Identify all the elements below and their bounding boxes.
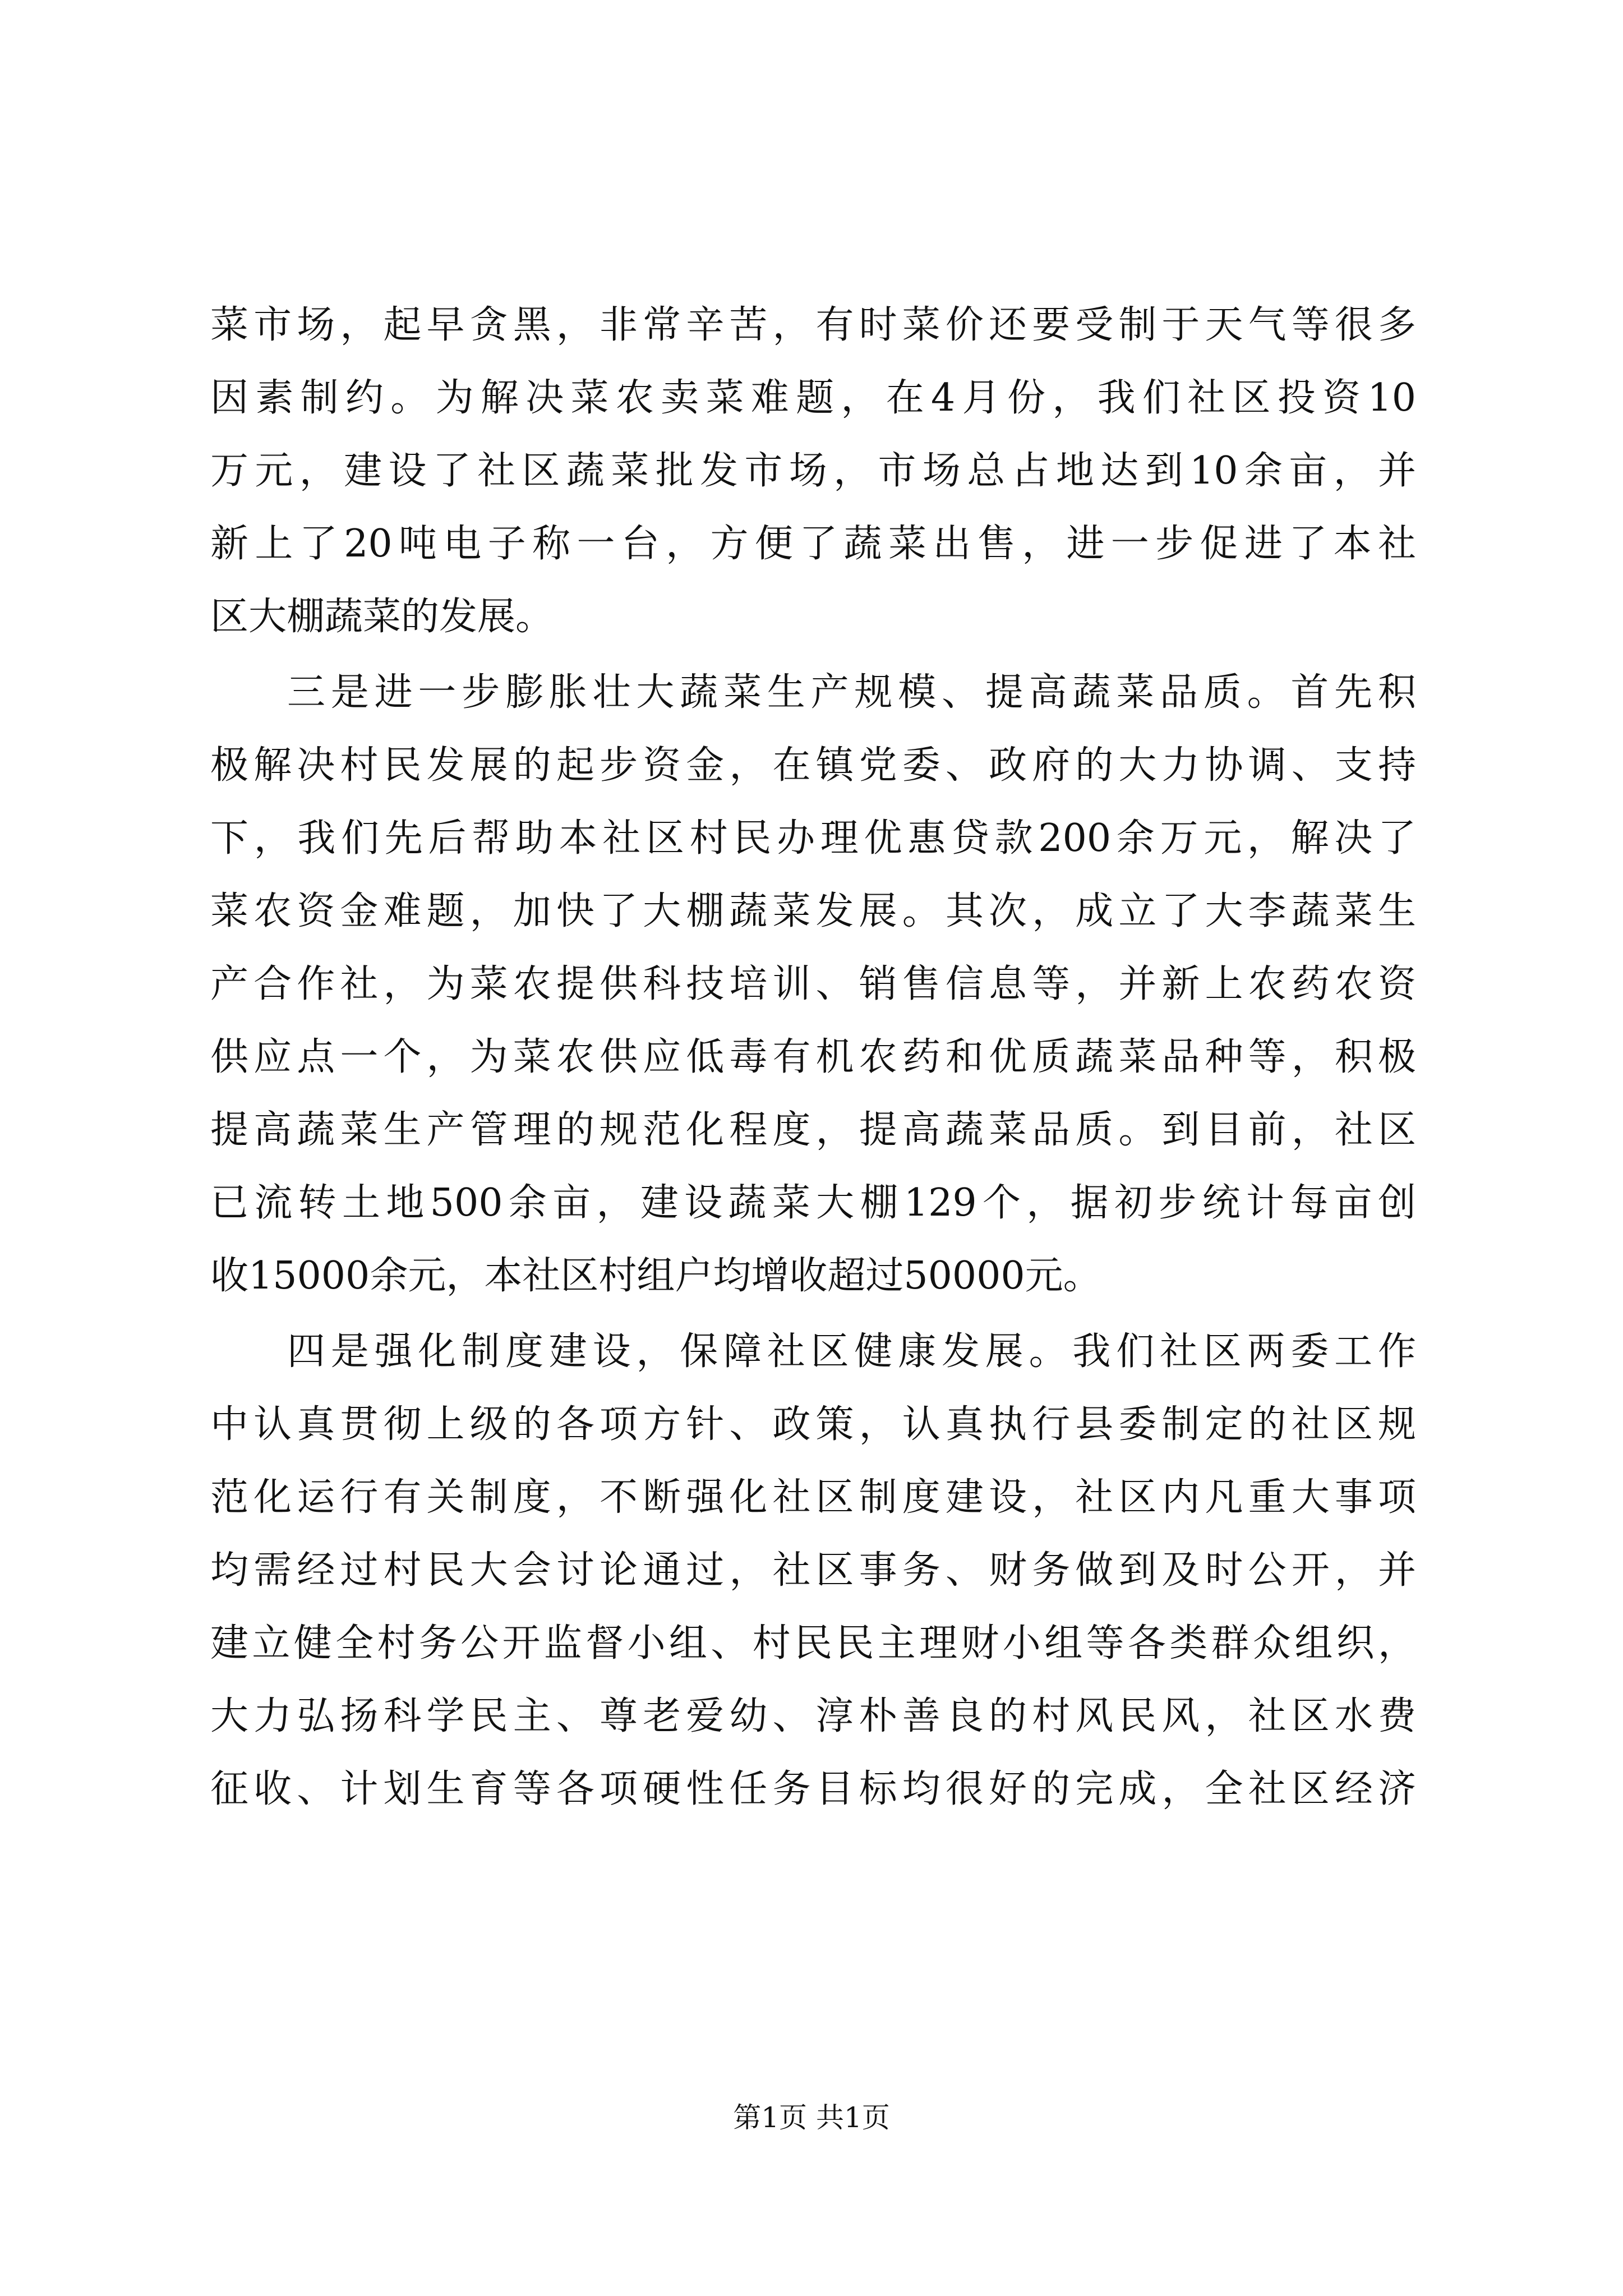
body-line: 范化运行有关制度，不断强化社区制度建设，社区内凡重大事项 <box>210 1475 1416 1520</box>
body-line: 提高蔬菜生产管理的规范化程度，提高蔬菜品质。到目前，社区 <box>210 1108 1416 1152</box>
body-line-paragraph-end: 收15000余元，本社区村组户均增收超过50000元。 <box>210 1254 1101 1298</box>
body-line: 征收、计划生育等各项硬性任务目标均很好的完成，全社区经济 <box>210 1767 1416 1811</box>
body-line: 菜市场，起早贪黑，非常辛苦，有时菜价还要受制于天气等很多 <box>210 303 1416 347</box>
paragraph-3-first-line: 三是进一步膨胀壮大蔬菜生产规模、提高蔬菜品质。首先积 <box>287 670 1416 715</box>
body-line: 供应点一个，为菜农供应低毒有机农药和优质蔬菜品种等，积极 <box>210 1035 1416 1079</box>
body-line: 万元，建设了社区蔬菜批发市场，市场总占地达到10余亩，并 <box>210 449 1416 493</box>
body-line: 极解决村民发展的起步资金，在镇党委、政府的大力协调、支持 <box>210 743 1416 788</box>
body-line: 已流转土地500余亩，建设蔬菜大棚129个，据初步统计每亩创 <box>210 1181 1416 1225</box>
body-line: 大力弘扬科学民主、尊老爱幼、淳朴善良的村风民风，社区水费 <box>210 1694 1416 1738</box>
body-line: 菜农资金难题，加快了大棚蔬菜发展。其次，成立了大李蔬菜生 <box>210 889 1416 933</box>
page-number-footer: 第1页 共1页 <box>733 2101 890 2134</box>
body-line: 新上了20吨电子称一台，方便了蔬菜出售，进一步促进了本社 <box>210 522 1416 566</box>
paragraph-4-first-line: 四是强化制度建设，保障社区健康发展。我们社区两委工作 <box>287 1329 1416 1374</box>
body-line: 中认真贯彻上级的各项方针、政策，认真执行县委制定的社区规 <box>210 1402 1416 1447</box>
body-line: 因素制约。为解决菜农卖菜难题，在4月份，我们社区投资10 <box>210 376 1416 420</box>
body-line: 建立健全村务公开监督小组、村民民主理财小组等各类群众组织， <box>210 1621 1416 1665</box>
body-line: 产合作社，为菜农提供科技培训、销售信息等，并新上农药农资 <box>210 962 1416 1006</box>
body-line: 均需经过村民大会讨论通过，社区事务、财务做到及时公开，并 <box>210 1548 1416 1593</box>
body-line: 下，我们先后帮助本社区村民办理优惠贷款200余万元，解决了 <box>210 816 1416 861</box>
body-line-paragraph-end: 区大棚蔬菜的发展。 <box>210 595 554 639</box>
